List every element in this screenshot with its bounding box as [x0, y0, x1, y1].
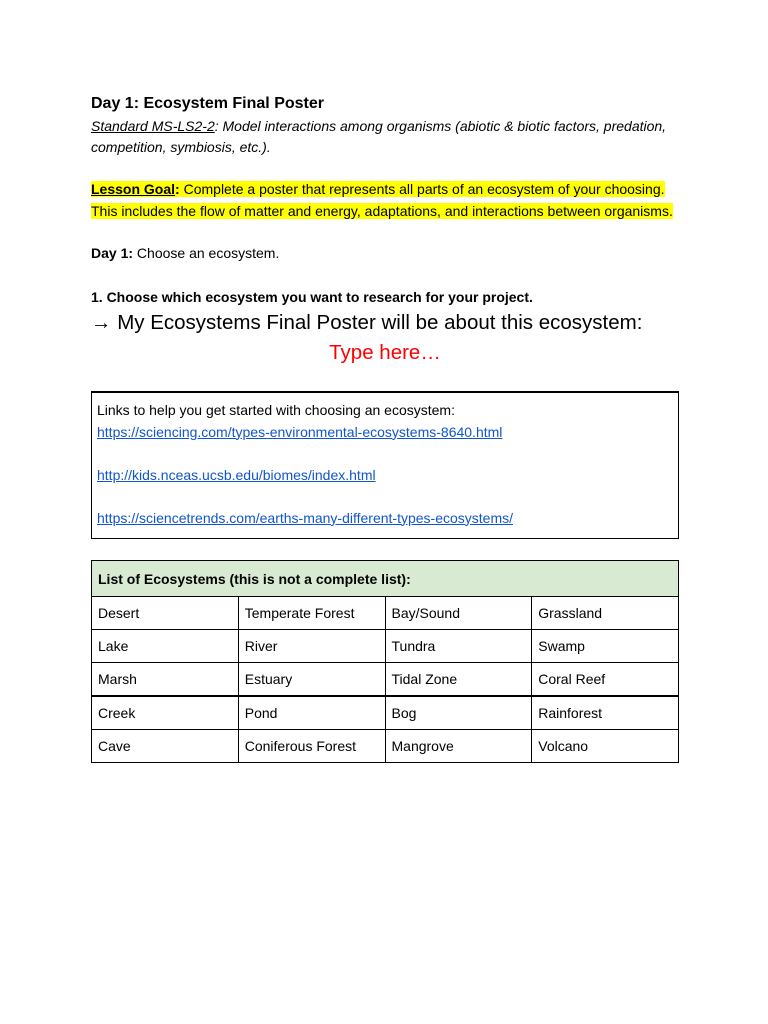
table-row: [92, 663, 679, 697]
table-cell: Coniferous Forest: [238, 730, 385, 763]
question-1: 1. Choose which ecosystem you want to research for your project.: [91, 289, 533, 305]
table-cell: Pond: [238, 696, 385, 730]
lesson-goal-text: Complete a poster that represents all parts of an ecosystem of your choosing. This includes the flow of matter and energy, adaptations, and interactions between organisms.: [91, 181, 673, 219]
day1-instruction: [91, 243, 679, 264]
standard-code: Standard MS-LS2-2: [91, 118, 215, 134]
table-cell: Estuary: [238, 663, 385, 697]
table-cell: Bay/Sound: [385, 597, 532, 630]
type-here-field[interactable]: Type here…: [329, 341, 441, 364]
table-cell: Tidal Zone: [385, 663, 532, 697]
table-row: [92, 730, 679, 763]
table-cell: Creek: [92, 696, 239, 730]
standard-statement: [91, 116, 679, 158]
table-cell: Desert: [92, 597, 239, 630]
lesson-goal-label: Lesson Goal: [91, 181, 176, 197]
day1-text: Choose an ecosystem.: [133, 245, 280, 261]
day1-label: Day 1:: [91, 245, 134, 261]
table-cell: Tundra: [385, 630, 532, 663]
table-cell: Mangrove: [385, 730, 532, 763]
lesson-goal-colon: :: [175, 181, 180, 197]
table-cell: Volcano: [532, 730, 679, 763]
ecosystem-table: [91, 560, 679, 763]
link-sciencing[interactable]: https://sciencing.com/types-environmental-ecosystems-8640.html: [97, 423, 503, 440]
standard-text: : Model interactions among organisms (abiotic & biotic factors, predation, competition, symbiosis, etc.).: [91, 118, 667, 155]
ecosystem-table-header: List of Ecosystems (this is not a complete list):: [92, 561, 679, 597]
links-box: [91, 391, 679, 539]
lesson-goal: [91, 179, 679, 222]
table-cell: Lake: [92, 630, 239, 663]
table-row: [92, 630, 679, 663]
table-row: [92, 597, 679, 630]
link-kids-nceas[interactable]: http://kids.nceas.ucsb.edu/biomes/index.html: [97, 466, 376, 483]
poster-topic-prompt: → My Ecosystems Final Poster will be about this ecosystem:: [91, 311, 643, 334]
document-page: [91, 92, 679, 763]
table-row: [92, 696, 679, 730]
table-cell: Grassland: [532, 597, 679, 630]
table-cell: Cave: [92, 730, 239, 763]
table-cell: Temperate Forest: [238, 597, 385, 630]
table-cell: Bog: [385, 696, 532, 730]
table-cell: Marsh: [92, 663, 239, 697]
table-cell: Rainforest: [532, 696, 679, 730]
links-intro: Links to help you get started with choosing an ecosystem:: [97, 402, 455, 418]
table-cell: Coral Reef: [532, 663, 679, 697]
table-cell: River: [238, 630, 385, 663]
link-sciencetrends[interactable]: https://sciencetrends.com/earths-many-different-types-ecosystems/: [97, 509, 514, 526]
page-title: Day 1: Ecosystem Final Poster: [91, 95, 324, 112]
table-cell: Swamp: [532, 630, 679, 663]
